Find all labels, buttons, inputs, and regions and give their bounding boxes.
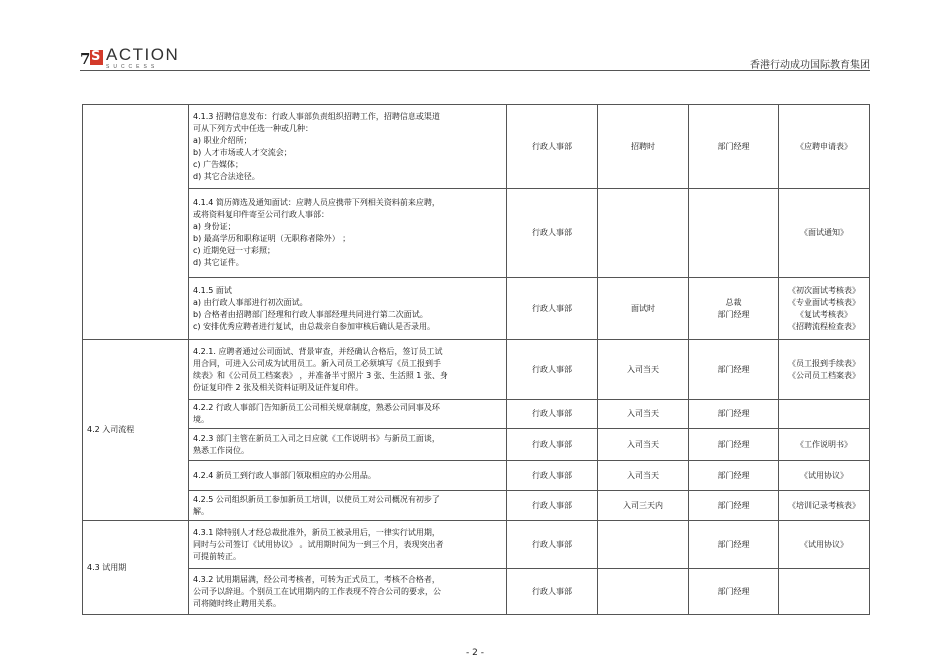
- approver-cell: 部门经理: [689, 569, 779, 615]
- logo-mark-s: S: [91, 49, 101, 64]
- text-line: 4.3.1 除特别人才经总裁批准外，新员工被录用后，一律实行试用期，: [193, 527, 440, 537]
- text-line: b) 合格者由招聘部门经理和行政人事部经理共同进行第二次面试。: [193, 309, 428, 319]
- approver-cell: 部门经理: [689, 340, 779, 400]
- text-line: 《公司员工档案表》: [788, 370, 860, 380]
- text-line: 4.1.3 招聘信息发布：行政人事部负责组织招聘工作，招聘信息或渠道: [193, 111, 440, 121]
- desc-cell: [189, 569, 507, 615]
- text-line: c) 安排优秀应聘者进行复试，由总裁亲自参加审核后确认是否录用。: [193, 321, 436, 331]
- text-line: 续表》和《公司员工档案表》 ，并准备半寸照片 3 张、生活照 1 张、身: [193, 370, 448, 380]
- table-row: [83, 521, 870, 569]
- text-line: a) 职业介绍所；: [193, 135, 252, 145]
- stage-cell: [83, 105, 189, 340]
- stage-cell-4-3: 4.3 试用期: [83, 521, 189, 615]
- time-cell: [598, 569, 689, 615]
- dept-cell: 行政人事部: [507, 491, 598, 521]
- time-cell: 入司当天: [598, 400, 689, 429]
- approver-cell: 部门经理: [689, 429, 779, 461]
- time-cell: [598, 521, 689, 569]
- desc-cell: [189, 491, 507, 521]
- text-line: a) 身份证；: [193, 222, 236, 231]
- desc-cell: [189, 340, 507, 400]
- text-line: 司将随时终止聘用关系。: [193, 598, 281, 608]
- dept-cell: 行政人事部: [507, 105, 598, 189]
- forms-cell: [779, 491, 870, 521]
- logo-mark: [80, 46, 114, 68]
- text-line: 《工作说明书》: [796, 439, 852, 449]
- text-line: 4.2.4 新员工到行政人事部门领取相应的办公用品。: [193, 470, 376, 480]
- text-line: 《培训记录考核表》: [788, 500, 860, 510]
- text-line: 熟悉工作岗位。: [193, 445, 249, 455]
- text-line: 用合同，可进入公司成为试用员工。新入司员工必须填写《员工报到手: [193, 358, 441, 368]
- table-row: [83, 491, 870, 521]
- table-row: [83, 278, 870, 340]
- dept-cell: 行政人事部: [507, 400, 598, 429]
- text-line: 份证复印件 2 张及相关资料证明及证件复印件。: [193, 382, 364, 392]
- time-cell: 入司当天: [598, 429, 689, 461]
- text-line: 同时与公司签订《试用协议》 。试用期时间为一到三个月，表现突出者: [193, 539, 444, 549]
- text-line: 部门经理: [717, 309, 750, 319]
- page-number: - 2 -: [466, 648, 484, 658]
- table-row: [83, 400, 870, 429]
- logo-brand: ACTION: [106, 45, 180, 64]
- forms-cell: [779, 429, 870, 461]
- text-line: b) 最高学历和职称证明（无职称者除外） ；: [193, 234, 351, 243]
- approver-cell: 部门经理: [689, 491, 779, 521]
- text-line: 4.3.2 试用期届满，经公司考核者，可转为正式员工，考核不合格者，: [193, 574, 440, 584]
- text-line: 《应聘申请表》: [796, 141, 852, 151]
- approver-cell: [689, 278, 779, 340]
- text-line: 4.2.1. 应聘者通过公司面试、背景审查，并经确认合格后，签订员工试: [193, 346, 443, 356]
- table-row: [83, 340, 870, 400]
- text-line: 《初次面试考核表》: [788, 285, 860, 295]
- text-line: 可提前转正。: [193, 551, 241, 561]
- approver-cell: 部门经理: [689, 105, 779, 189]
- approver-cell: 部门经理: [689, 400, 779, 429]
- text-line: 或将资料复印件寄至公司行政人事部：: [193, 210, 329, 219]
- time-cell: 入司三天内: [598, 491, 689, 521]
- forms-cell: [779, 569, 870, 615]
- text-line: 《员工报到手续表》: [788, 358, 860, 368]
- forms-cell: [779, 461, 870, 491]
- text-line: 公司予以辞退。个别员工在试用期内的工作表现不符合公司的要求，公: [193, 586, 441, 596]
- text-line: 《面试通知》: [800, 228, 848, 237]
- forms-cell: [779, 400, 870, 429]
- company-logo: [80, 46, 179, 68]
- desc-cell: [189, 429, 507, 461]
- desc-cell: [189, 400, 507, 429]
- text-line: 《试用协议》: [800, 539, 848, 549]
- table-row: [83, 461, 870, 491]
- dept-cell: 行政人事部: [507, 521, 598, 569]
- forms-cell: [779, 521, 870, 569]
- text-line: 《招聘流程检查表》: [788, 321, 860, 331]
- approver-cell: [689, 189, 779, 278]
- approver-cell: 部门经理: [689, 521, 779, 569]
- time-cell: 招聘时: [598, 105, 689, 189]
- dept-cell: 行政人事部: [507, 429, 598, 461]
- text-line: 4.2.2 行政人事部门告知新员工公司相关规章制度，熟悉公司同事及环: [193, 403, 440, 412]
- text-line: 总裁: [725, 297, 742, 307]
- time-cell: 入司当天: [598, 461, 689, 491]
- text-line: c) 近期免冠一寸彩照；: [193, 246, 276, 255]
- dept-cell: 行政人事部: [507, 189, 598, 278]
- table-row: [83, 429, 870, 461]
- logo-tagline: SUCCESS: [106, 64, 159, 70]
- text-line: 《复试考核表》: [796, 309, 852, 319]
- text-line: 境。: [193, 415, 209, 424]
- text-line: 解。: [193, 506, 209, 516]
- company-name: 香港行动成功国际教育集团: [750, 60, 870, 71]
- dept-cell: 行政人事部: [507, 278, 598, 340]
- text-line: 4.1.4 简历筛选及通知面试：应聘人员应携带下列相关资料前来应聘，: [193, 198, 440, 207]
- desc-cell: [189, 521, 507, 569]
- procedure-table: [82, 104, 870, 615]
- time-cell: 面试时: [598, 278, 689, 340]
- logo-text: [106, 46, 179, 70]
- logo-mark-seven: 7: [80, 50, 91, 68]
- dept-cell: 行政人事部: [507, 340, 598, 400]
- text-line: 《专业面试考核表》: [788, 297, 860, 307]
- forms-cell: [779, 105, 870, 189]
- text-line: 4.2.3 部门主管在新员工入司之日应就《工作说明书》与新员工面谈，: [193, 433, 440, 443]
- text-line: 4.2.5 公司组织新员工参加新员工培训，以使员工对公司概况有初步了: [193, 494, 440, 504]
- table-row: [83, 189, 870, 278]
- forms-cell: [779, 278, 870, 340]
- text-line: a) 由行政人事部进行初次面试。: [193, 297, 308, 307]
- text-line: c) 广告媒体；: [193, 159, 244, 169]
- desc-cell: [189, 105, 507, 189]
- desc-cell: [189, 189, 507, 278]
- table-row: [83, 105, 870, 189]
- time-cell: [598, 189, 689, 278]
- desc-cell: [189, 461, 507, 491]
- dept-cell: 行政人事部: [507, 569, 598, 615]
- forms-cell: [779, 340, 870, 400]
- approver-cell: 部门经理: [689, 461, 779, 491]
- desc-cell: [189, 278, 507, 340]
- time-cell: 入司当天: [598, 340, 689, 400]
- text-line: 可从下列方式中任选一种或几种：: [193, 123, 313, 133]
- text-line: d) 其它合法途径。: [193, 171, 260, 181]
- dept-cell: 行政人事部: [507, 461, 598, 491]
- header-rule: [80, 70, 870, 71]
- forms-cell: [779, 189, 870, 278]
- text-line: d) 其它证件。: [193, 258, 244, 267]
- text-line: b) 人才市场或人才交流会；: [193, 147, 292, 157]
- table-row: [83, 569, 870, 615]
- stage-cell-4-2: 4.2 入司流程: [83, 340, 189, 521]
- text-line: 4.1.5 面试: [193, 285, 232, 295]
- text-line: 《试用协议》: [800, 470, 848, 480]
